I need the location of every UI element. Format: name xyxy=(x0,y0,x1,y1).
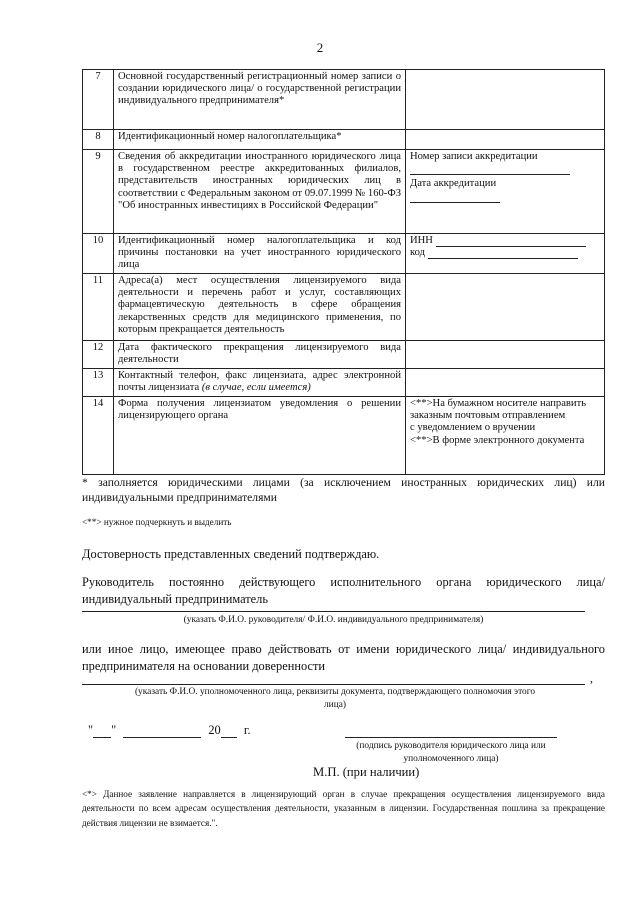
row-description-italic: (в случае, если имеется) xyxy=(201,382,311,394)
note xyxy=(82,787,605,830)
footnote-star: * заполняется юридическими лицами (за исключением иностранных юридических лиц) или индивидуальными предпринимателями xyxy=(82,476,605,505)
row-number: 12 xyxy=(83,341,114,369)
table-row xyxy=(83,234,605,274)
row-value[interactable] xyxy=(406,70,605,130)
table-row xyxy=(83,369,605,397)
table-row xyxy=(83,341,605,369)
row-value[interactable] xyxy=(406,234,605,274)
row-number: 9 xyxy=(83,150,114,234)
row-value[interactable] xyxy=(406,369,605,397)
note-marker: <*> xyxy=(82,789,97,799)
date-month-field[interactable] xyxy=(123,725,201,738)
date-line xyxy=(88,723,251,738)
date-quote-open: " xyxy=(88,723,94,737)
note-text: Данное заявление направляется в лицензирующий орган в случае прекращения осуществления лицензируемого вида деятельности по всем адресам осуществления деятельности, указанным в лицензии. Государственная пошлина за прекращение действия лицензии не взимается. xyxy=(82,789,605,828)
accreditation-number-field[interactable] xyxy=(410,164,570,175)
row-description: Идентификационный номер налогоплательщика и код причины постановки на учет иностранного юридического лица xyxy=(114,234,406,274)
date-quote-close: " xyxy=(111,723,117,737)
row-description: Форма получения лицензиатом уведомления о решении лицензирующего органа xyxy=(114,397,406,475)
head-label: Руководитель постоянно действующего исполнительного органа юридического лица/ индивидуальный предприниматель xyxy=(82,575,605,606)
inn-field[interactable] xyxy=(436,236,586,247)
date-year-prefix: 20 xyxy=(208,723,221,737)
row-value[interactable] xyxy=(406,397,605,475)
table-row xyxy=(83,70,605,130)
option-electronic[interactable]: <**>В форме электронного документа xyxy=(410,434,585,446)
date-year-field[interactable] xyxy=(221,725,237,738)
other-person-caption: (указать Ф.И.О. уполномоченного лица, реквизиты документа, подтверждающего полномочия этого лица) xyxy=(134,687,536,710)
accreditation-number-label: Номер записи аккредитации xyxy=(410,151,538,162)
stamp-label: М.П. (при наличии) xyxy=(313,765,420,779)
row-description: Сведения об аккредитации иностранного юридического лица в государственном реестре аккредитованных филиалов, представительств иностранных юридических лиц в соответствии с Федеральным законом от 09.07.1999 № 160-ФЗ "Об иностранных инвестициях в Российской Федерации" xyxy=(114,150,406,234)
accreditation-date-label: Дата аккредитации xyxy=(410,178,497,190)
table-row xyxy=(83,130,605,150)
form-table xyxy=(82,69,605,475)
row-number: 11 xyxy=(83,274,114,341)
row-number: 8 xyxy=(83,130,114,150)
note-end: ". xyxy=(211,817,218,828)
row-number: 7 xyxy=(83,70,114,130)
accreditation-date-field[interactable] xyxy=(410,192,500,203)
row-value[interactable] xyxy=(406,150,605,234)
footnote-double-star: <**> нужное подчеркнуть и выделить xyxy=(82,517,232,527)
other-person-label: или иное лицо, имеющее право действовать от имени юридического лица/ индивидуального предпринимателя на основании доверенности xyxy=(82,642,605,673)
row-description-text: Контактный телефон, факс лицензиата, адрес электронной почты лицензиата xyxy=(118,370,401,394)
head-caption: (указать Ф.И.О. руководителя/ Ф.И.О. индивидуального предпринимателя) xyxy=(183,615,484,625)
page-number: 2 xyxy=(316,40,324,55)
row-description: Адреса(а) мест осуществления лицензируемого вида деятельности и перечень работ и услуг, составляющих фармацевтическую деятельность в сфере обращения лекарственных средств для медицинского применения, по которым прекращается деятельность xyxy=(114,274,406,341)
row-description: Идентификационный номер налогоплательщика* xyxy=(114,130,406,150)
row-value[interactable] xyxy=(406,274,605,341)
code-field[interactable] xyxy=(428,248,578,259)
other-person-line[interactable] xyxy=(82,684,585,685)
table-row xyxy=(83,150,605,234)
row-description: Дата фактического прекращения лицензируемого вида деятельности xyxy=(114,341,406,369)
row-description xyxy=(114,369,406,397)
inn-label: ИНН xyxy=(410,235,433,246)
table-row xyxy=(83,397,605,475)
signature-line[interactable] xyxy=(345,737,557,738)
code-label: код xyxy=(410,247,425,259)
row-number: 10 xyxy=(83,234,114,274)
row-number: 13 xyxy=(83,369,114,397)
date-suffix: г. xyxy=(243,723,251,737)
row-number: 14 xyxy=(83,397,114,475)
option-paper-receipt: с уведомлением о вручении xyxy=(410,422,536,434)
signature-caption: (подпись руководителя юридического лица или уполномоченного лица) xyxy=(356,741,546,764)
head-name-line[interactable] xyxy=(82,611,585,612)
row-value[interactable] xyxy=(406,130,605,150)
confirmation-text: Достоверность представленных сведений подтверждаю. xyxy=(82,547,380,561)
table-row xyxy=(83,274,605,341)
row-value[interactable] xyxy=(406,341,605,369)
comma: , xyxy=(590,671,593,685)
option-paper[interactable]: <**>На бумажном носителе направить заказным почтовым отправлением xyxy=(410,398,587,422)
date-day-field[interactable] xyxy=(93,725,111,738)
row-description: Основной государственный регистрационный номер записи о создании юридического лица/ о государственной регистрации индивидуального предпринимателя* xyxy=(114,70,406,130)
